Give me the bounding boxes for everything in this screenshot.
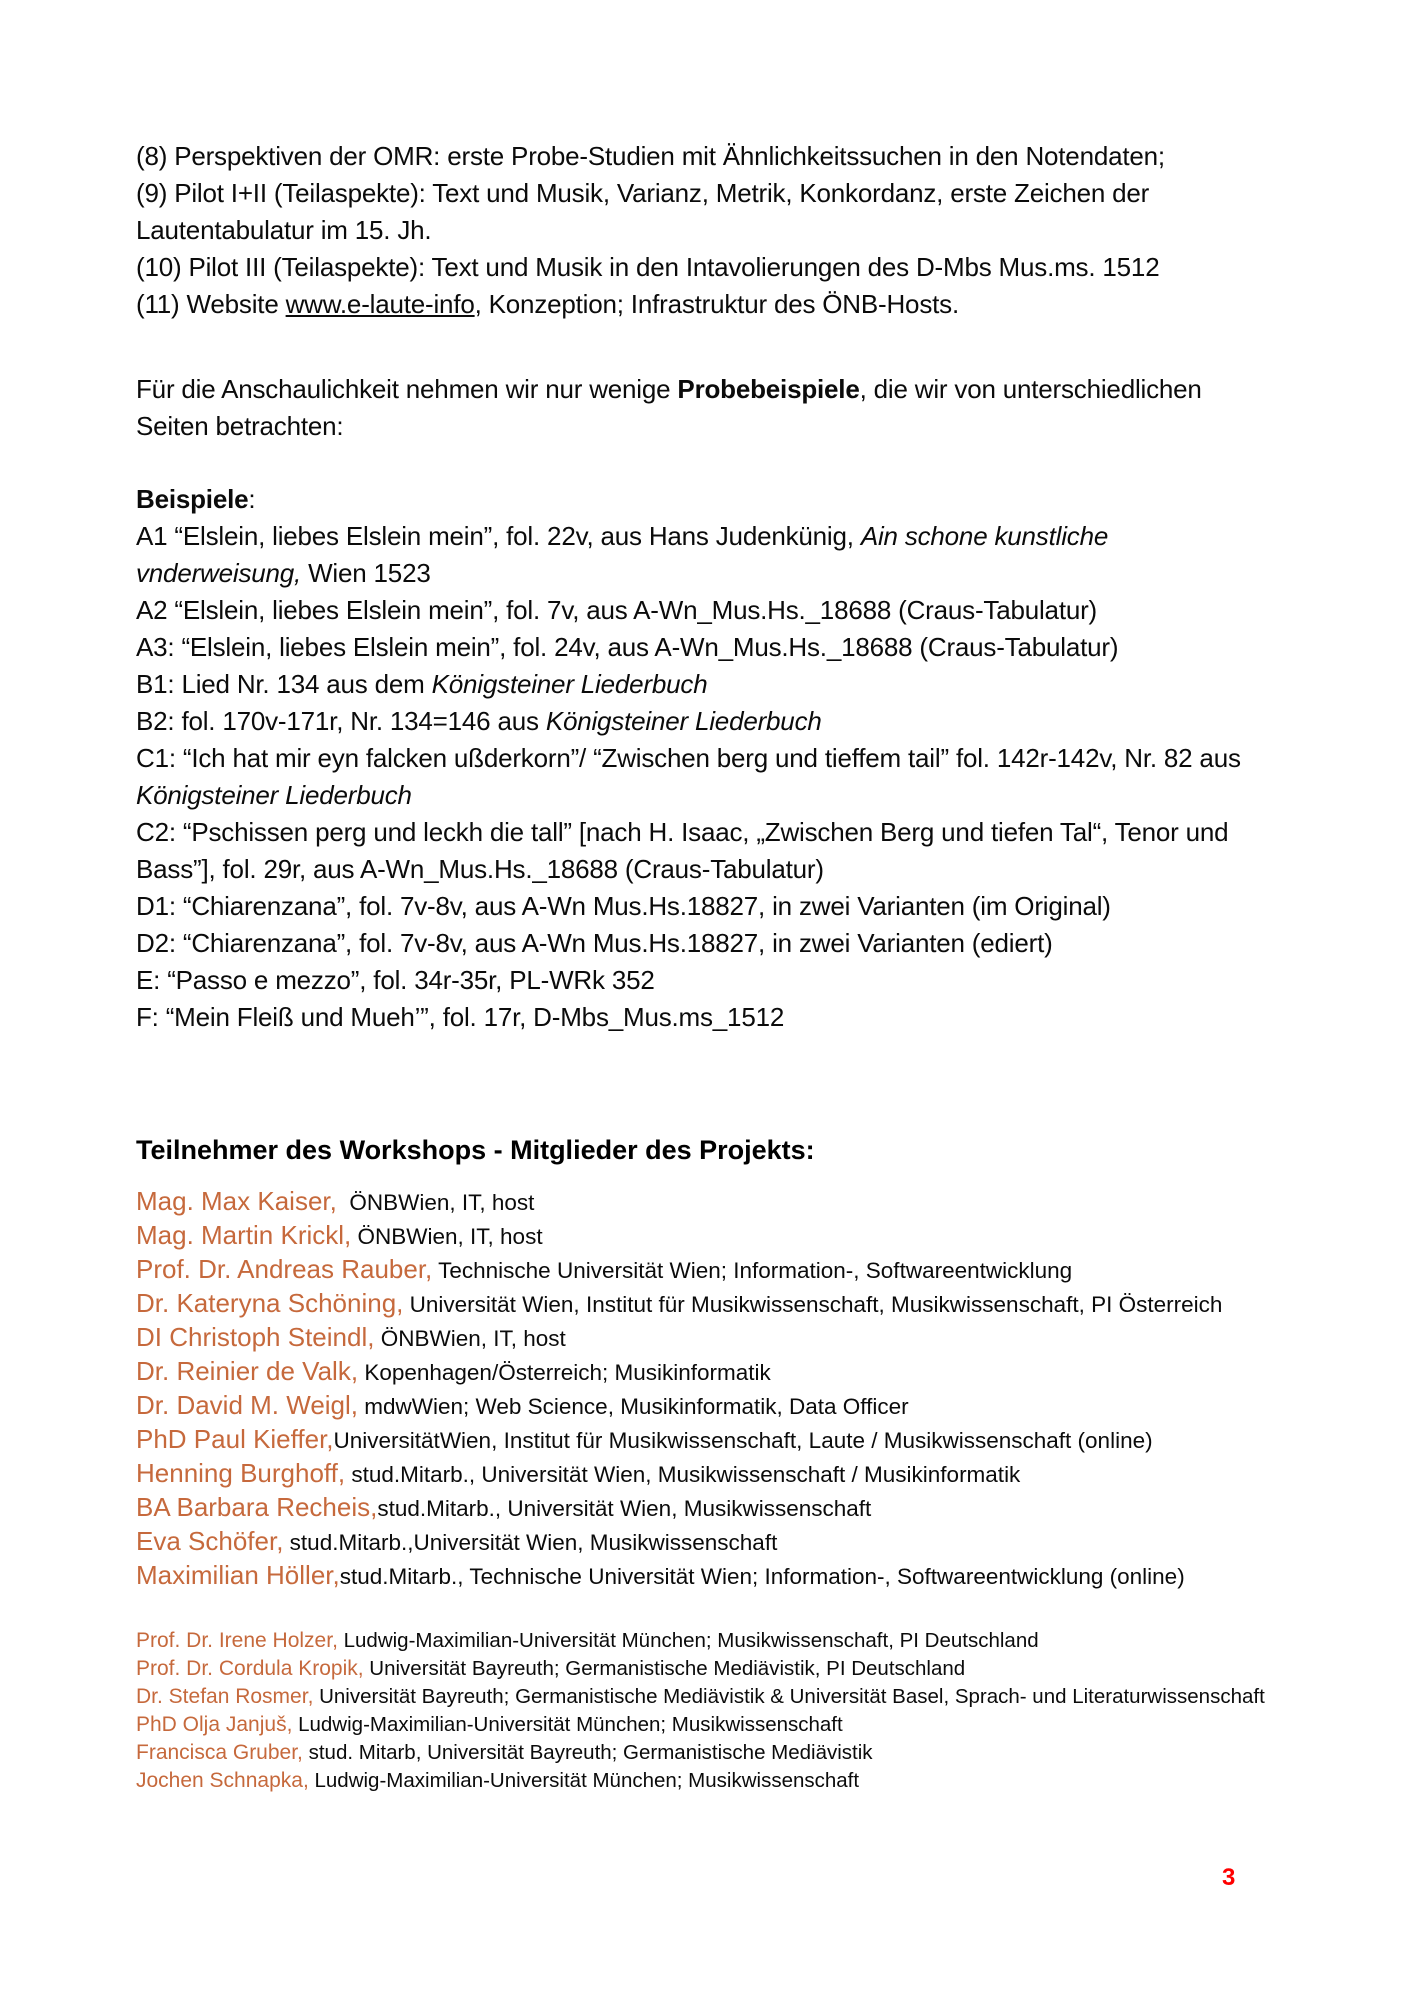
participants-group-1 — [136, 1185, 1280, 1593]
participant-desc: stud.Mitarb., Universität Wien, Musikwissenschaft — [377, 1496, 872, 1521]
intro-line — [136, 286, 1280, 323]
text-segment: (11) Website — [136, 289, 286, 319]
intro-line — [136, 175, 1280, 249]
participant-line — [136, 1739, 1280, 1767]
text-segment: A1 “Elslein, liebes Elslein mein”, fol. 22v, aus Hans Judenkünig, — [136, 521, 861, 551]
example-line — [136, 592, 1280, 629]
participant-desc: stud. Mitarb, Universität Bayreuth; Germanistische Mediävistik — [302, 1741, 873, 1764]
intro-list — [136, 138, 1280, 323]
participant-line — [136, 1491, 1280, 1525]
participant-name: Francisca Gruber, — [136, 1741, 303, 1764]
paragraph — [136, 371, 1280, 445]
example-line — [136, 703, 1280, 740]
participant-name: Dr. Reinier de Valk, — [136, 1356, 359, 1386]
example-line — [136, 925, 1280, 962]
participant-desc: stud.Mitarb., Technische Universität Wien; Information-, Softwareentwicklung (online) — [339, 1564, 1185, 1589]
participant-desc: ÖNBWien, IT, host — [374, 1326, 566, 1351]
participant-desc: ÖNBWien, IT, host — [351, 1224, 543, 1249]
participant-name: Prof. Dr. Andreas Rauber, — [136, 1254, 433, 1284]
participant-name: DI Christoph Steindl, — [136, 1322, 375, 1352]
text-segment: Für die Anschaulichkeit nehmen wir nur wenige — [136, 374, 678, 404]
participant-line — [136, 1655, 1280, 1683]
examples-list — [136, 481, 1280, 1036]
participant-name: Jochen Schnapka, — [136, 1769, 309, 1792]
text-segment: , Konzeption; Infrastruktur des ÖNB-Hosts. — [474, 289, 959, 319]
participant-name: PhD Olja Janjuš, — [136, 1713, 293, 1736]
participant-line — [136, 1389, 1280, 1423]
text-segment: Probebeispiele — [677, 374, 860, 404]
text-segment: : — [248, 484, 256, 514]
participant-name: Dr. Kateryna Schöning, — [136, 1288, 404, 1318]
participant-name: Prof. Dr. Cordula Kropik, — [136, 1657, 364, 1680]
text-segment: D2: “Chiarenzana”, fol. 7v-8v, aus A-Wn Mus.Hs.18827, in zwei Varianten (ediert) — [136, 928, 1053, 958]
participant-line — [136, 1219, 1280, 1253]
participant-name: Maximilian Höller, — [136, 1560, 340, 1590]
intro-line — [136, 138, 1280, 175]
participant-desc: stud.Mitarb., Universität Wien, Musikwissenschaft / Musikinformatik — [345, 1462, 1021, 1487]
text-segment: F: “Mein Fleiß und Mueh’”, fol. 17r, D-Mbs_Mus.ms_1512 — [136, 1002, 785, 1032]
text-segment: Ain schone kunstliche vnderweisung, — [136, 521, 1116, 588]
participant-desc: Universität Bayreuth; Germanistische Mediävistik, PI Deutschland — [363, 1657, 966, 1680]
participant-desc: Ludwig-Maximilian-Universität München; Musikwissenschaft, PI Deutschland — [337, 1629, 1039, 1652]
participant-line — [136, 1185, 1280, 1219]
participant-name: BA Barbara Recheis, — [136, 1492, 378, 1522]
text-segment: C2: “Pschissen perg und leckh die tall” [nach H. Isaac, „Zwischen Berg und tiefen Tal“, Tenor und Bass”], fol. 29r, aus A-Wn_Mus.Hs._18688 (Craus-Tabulatur) — [136, 817, 1236, 884]
text-segment: , die wir von unterschiedlichen Seiten betrachten: — [136, 374, 1209, 441]
example-line — [136, 962, 1280, 999]
participant-line — [136, 1559, 1280, 1593]
participant-desc: ÖNBWien, IT, host — [336, 1190, 535, 1215]
participant-desc: UniversitätWien, Institut für Musikwissenschaft, Laute / Musikwissenschaft (online) — [333, 1428, 1153, 1453]
text-segment: Beispiele — [136, 484, 249, 514]
text-segment: Königsteiner Liederbuch — [136, 780, 412, 810]
participant-name: PhD Paul Kieffer, — [136, 1424, 334, 1454]
participant-name: Mag. Martin Krickl, — [136, 1220, 352, 1250]
participant-line — [136, 1457, 1280, 1491]
example-line — [136, 814, 1280, 888]
participant-desc: Technische Universität Wien; Information-, Softwareentwicklung — [432, 1258, 1073, 1283]
participant-name: Eva Schöfer, — [136, 1526, 284, 1556]
participant-desc: stud.Mitarb.,Universität Wien, Musikwissenschaft — [283, 1530, 778, 1555]
text-segment: Wien 1523 — [301, 558, 431, 588]
text-segment: D1: “Chiarenzana”, fol. 7v-8v, aus A-Wn Mus.Hs.18827, in zwei Varianten (im Original) — [136, 891, 1111, 921]
text-segment: (8) Perspektiven der OMR: erste Probe-Studien mit Ähnlichkeitssuchen in den Notendaten; — [136, 141, 1165, 171]
text-segment: A3: “Elslein, liebes Elslein mein”, fol. 24v, aus A-Wn_Mus.Hs._18688 (Craus-Tabulatur) — [136, 632, 1119, 662]
participant-line — [136, 1711, 1280, 1739]
example-line — [136, 740, 1280, 814]
website-link[interactable]: www.e-laute-info — [285, 289, 475, 319]
text-segment: Königsteiner Liederbuch — [545, 706, 822, 736]
participants-group-2 — [136, 1627, 1280, 1795]
participant-desc: Kopenhagen/Österreich; Musikinformatik — [358, 1360, 771, 1385]
example-line — [136, 481, 1280, 518]
text-segment: (9) Pilot I+II (Teilaspekte): Text und Musik, Varianz, Metrik, Konkordanz, erste Zeichen der Lautentabulatur im 15. Jh. — [136, 178, 1157, 245]
participant-desc: Universität Bayreuth; Germanistische Mediävistik & Universität Basel, Sprach- und Literaturwissenschaft — [313, 1685, 1265, 1708]
text-segment: (10) Pilot III (Teilaspekte): Text und Musik in den Intavolierungen des D-Mbs Mus.ms. 1512 — [136, 252, 1160, 282]
participant-line — [136, 1423, 1280, 1457]
participant-name: Prof. Dr. Irene Holzer, — [136, 1629, 338, 1652]
text-segment: B1: Lied Nr. 134 aus dem — [136, 669, 432, 699]
example-line — [136, 999, 1280, 1036]
participant-line — [136, 1355, 1280, 1389]
text-segment: B2: fol. 170v-171r, Nr. 134=146 aus — [136, 706, 546, 736]
participant-desc: mdwWien; Web Science, Musikinformatik, Data Officer — [358, 1394, 909, 1419]
participant-line — [136, 1683, 1280, 1711]
participant-name: Dr. David M. Weigl, — [136, 1390, 359, 1420]
text-segment: Königsteiner Liederbuch — [431, 669, 708, 699]
paragraph-line — [136, 371, 1280, 445]
text-segment: C1: “Ich hat mir eyn falcken ußderkorn”/ “Zwischen berg und tieffem tail” fol. 142r-142v, Nr. 82 aus — [136, 743, 1248, 773]
participant-line — [136, 1525, 1280, 1559]
participant-name: Mag. Max Kaiser, — [136, 1186, 337, 1216]
participants-heading: Teilnehmer des Workshops - Mitglieder des Projekts: — [136, 1135, 815, 1165]
example-line — [136, 888, 1280, 925]
example-line — [136, 629, 1280, 666]
example-line — [136, 666, 1280, 703]
text-segment: E: “Passo e mezzo”, fol. 34r-35r, PL-WRk 352 — [136, 965, 655, 995]
participant-desc: Ludwig-Maximilian-Universität München; Musikwissenschaft — [308, 1769, 860, 1792]
text-segment: A2 “Elslein, liebes Elslein mein”, fol. 7v, aus A-Wn_Mus.Hs._18688 (Craus-Tabulatur) — [136, 595, 1098, 625]
example-line — [136, 518, 1280, 592]
participant-line — [136, 1627, 1280, 1655]
participant-line — [136, 1253, 1280, 1287]
participant-desc: Ludwig-Maximilian-Universität München; Musikwissenschaft — [292, 1713, 843, 1736]
participant-name: Henning Burghoff, — [136, 1458, 346, 1488]
intro-line — [136, 249, 1280, 286]
participant-line — [136, 1287, 1280, 1321]
participant-desc: Universität Wien, Institut für Musikwissenschaft, Musikwissenschaft, PI Österreich — [403, 1292, 1223, 1317]
participant-line — [136, 1767, 1280, 1795]
page-number: 3 — [1222, 1864, 1236, 1891]
participant-line — [136, 1321, 1280, 1355]
participant-name: Dr. Stefan Rosmer, — [136, 1685, 314, 1708]
